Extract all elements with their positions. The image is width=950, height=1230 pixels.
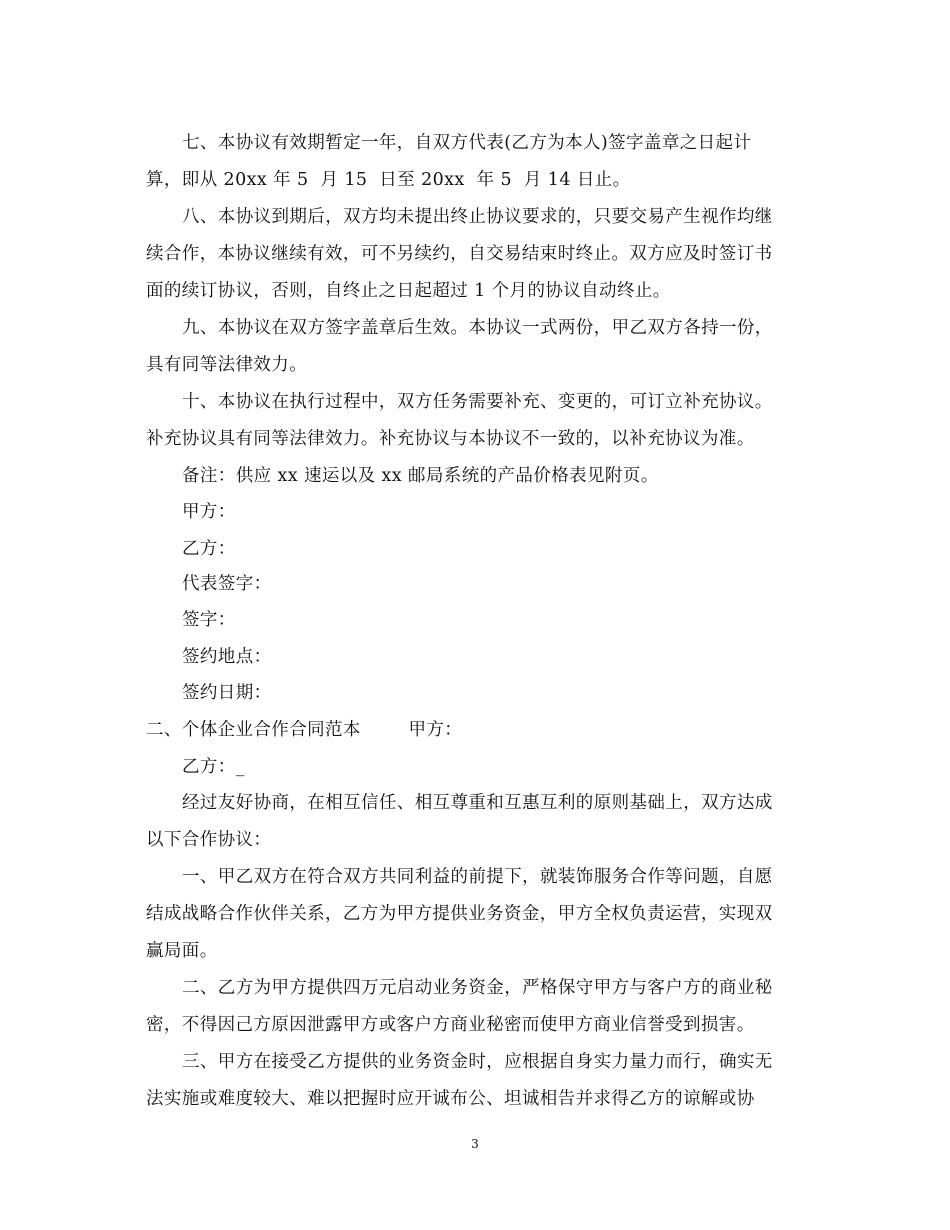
clause-10-line-1: 十、本协议在执行过程中，双方任务需要补充、变更的，可订立补充协议。 <box>182 392 773 412</box>
preamble-line-2: 以下合作协议： <box>146 830 272 850</box>
preamble-line-1: 经过友好协商，在相互信任、相互尊重和互惠互利的原则基础上，双方达成 <box>182 793 773 813</box>
section-2-party-b: 乙方：_ <box>182 757 245 777</box>
clause-7-line-2: 算，即从 20xx 年 5 月 15 日至 20xx 年 5 月 14 日止。 <box>146 170 631 190</box>
clause-10-line-2: 补充协议具有同等法律效力。补充协议与本协议不一致的，以补充协议为准。 <box>146 429 755 449</box>
article-2-line-1: 二、乙方为甲方提供四万元启动业务资金，严格保守甲方与客户方的商业秘 <box>182 978 773 998</box>
remark-line: 备注：供应 xx 速运以及 xx 邮局系统的产品价格表见附页。 <box>182 466 659 486</box>
signing-place-label: 签约地点： <box>182 647 272 667</box>
clause-8-line-1: 八、本协议到期后，双方均未提出终止协议要求的，只要交易产生视作均继 <box>182 207 773 227</box>
clause-8-line-3: 面的续订协议，否则，自终止之日起超过 1 个月的协议自动终止。 <box>146 281 671 301</box>
representative-signature-label: 代表签字： <box>182 574 272 594</box>
section-2-heading: 二、个体企业合作合同范本 甲方： <box>146 720 463 740</box>
clause-9-line-2: 具有同等法律效力。 <box>146 355 308 375</box>
article-1-line-3: 赢局面。 <box>146 941 218 961</box>
party-a-label: 甲方： <box>182 502 236 522</box>
party-b-label: 乙方： <box>182 539 236 559</box>
article-3-line-2: 法实施或难度较大、难以把握时应开诚布公、坦诚相告并求得乙方的谅解或协 <box>146 1089 755 1109</box>
page-number: 3 <box>471 1137 479 1151</box>
signing-date-label: 签约日期： <box>182 683 272 703</box>
clause-7-line-1: 七、本协议有效期暂定一年，自双方代表(乙方为本人)签字盖章之日起计 <box>182 133 752 153</box>
article-1-line-1: 一、甲乙双方在符合双方共同利益的前提下，就装饰服务合作等问题，自愿 <box>182 867 773 887</box>
article-3-line-1: 三、甲方在接受乙方提供的业务资金时，应根据自身实力量力而行，确实无 <box>182 1052 773 1072</box>
article-1-line-2: 结成战略合作伙伴关系，乙方为甲方提供业务资金，甲方全权负责运营，实现双 <box>146 904 773 924</box>
clause-8-line-2: 续合作，本协议继续有效，可不另续约，自交易结束时终止。双方应及时签订书 <box>146 244 773 264</box>
clause-9-line-1: 九、本协议在双方签字盖章后生效。本协议一式两份，甲乙双方各持一份， <box>182 318 773 338</box>
article-2-line-2: 密，不得因己方原因泄露甲方或客户方商业秘密而使甲方商业信誉受到损害。 <box>146 1015 755 1035</box>
signature-label: 签字： <box>182 610 236 630</box>
